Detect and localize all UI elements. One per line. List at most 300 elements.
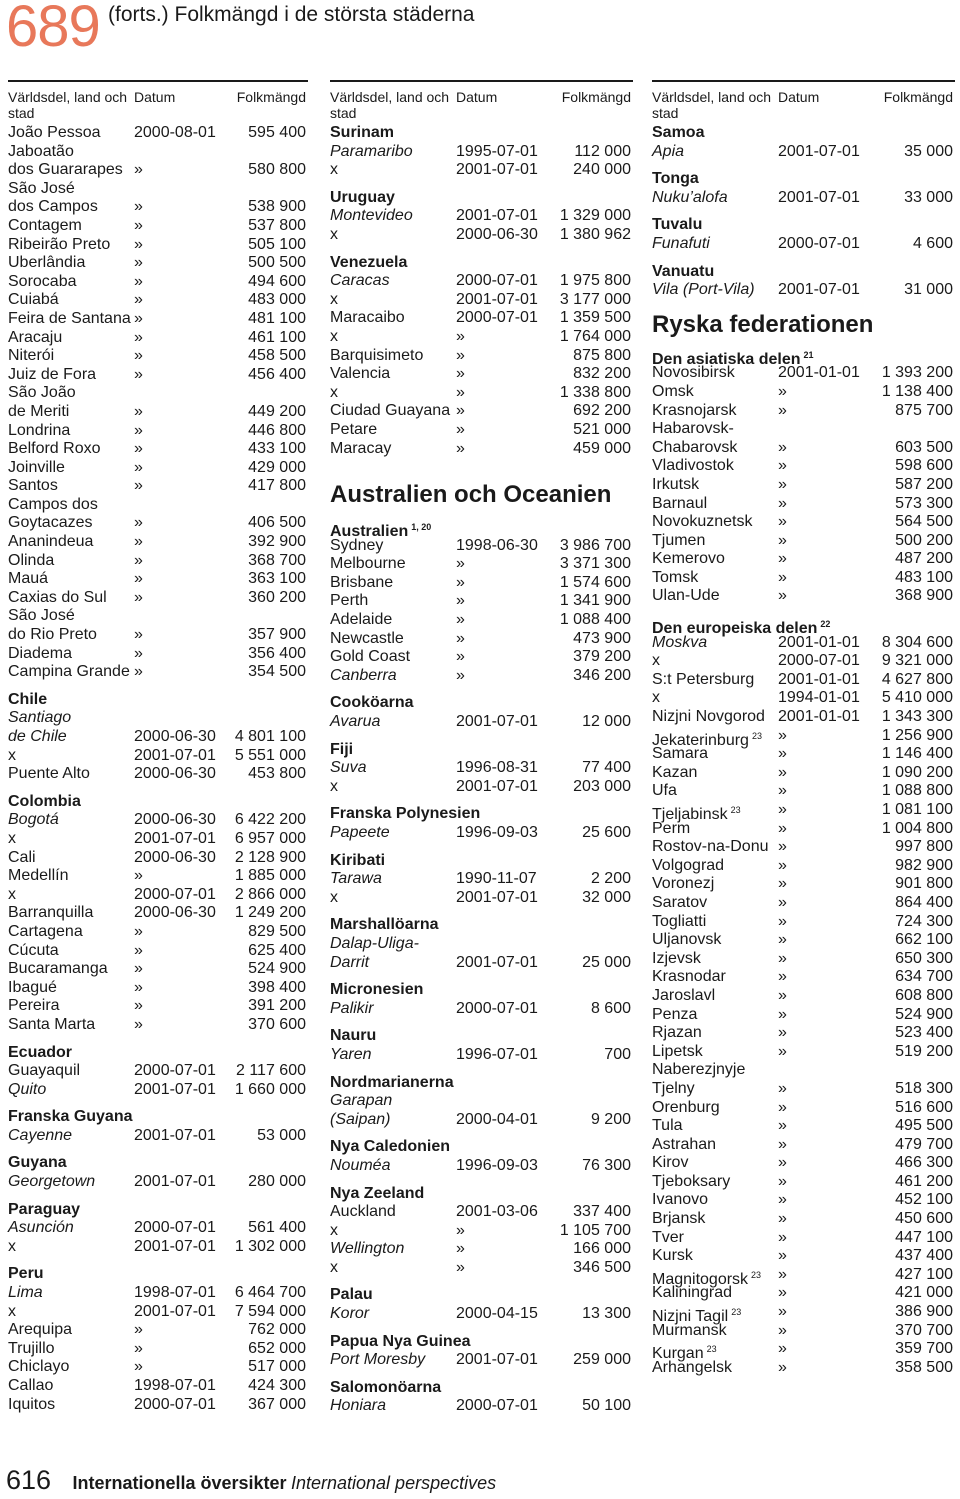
city-name (8, 273, 77, 292)
table-row (330, 1222, 633, 1241)
population-cell: 1 359 500 (559, 309, 631, 327)
country-name: Guyana (8, 1154, 67, 1172)
city-name (330, 1203, 396, 1222)
city-name (652, 1284, 732, 1303)
date-cell: 2001-07-01 (456, 713, 538, 731)
date-cell: 2000-07-01 (456, 272, 538, 290)
date-cell: 2000-07-01 (134, 1395, 216, 1413)
population-cell: 9 321 000 (881, 652, 953, 670)
population-cell: 495 500 (895, 1117, 953, 1135)
table-row (8, 570, 308, 589)
city-name (652, 1229, 684, 1248)
population-cell: 6 464 700 (234, 1284, 306, 1302)
date-cell: » (778, 382, 787, 400)
city-name-text: Pereira (8, 997, 60, 1015)
city-name (8, 198, 98, 217)
population-cell: 524 900 (895, 1005, 953, 1023)
city-name-text: Cayenne (8, 1126, 73, 1144)
date-cell: » (134, 941, 143, 959)
city-name-text: Dalap-Uliga- (330, 934, 419, 952)
population-cell: 494 600 (248, 272, 306, 290)
city-name (8, 997, 60, 1016)
city-name-text: Adelaide (330, 611, 393, 629)
date-cell: 2001-03-06 (456, 1203, 538, 1221)
city-name (330, 328, 338, 347)
table-row (652, 383, 955, 402)
footnote-ref: 23 (706, 1344, 717, 1355)
city-name (652, 838, 769, 857)
date-cell: » (134, 514, 143, 532)
city-name-text: Moskva (652, 633, 708, 651)
population-cell: 357 900 (248, 626, 306, 644)
date-cell: » (778, 1135, 787, 1153)
table-row (652, 1340, 955, 1363)
population-cell: 519 200 (895, 1042, 953, 1060)
population-cell: 1 249 200 (234, 904, 306, 922)
country-name: Nya Caledonien (330, 1138, 451, 1156)
table-row (8, 728, 308, 747)
city-name (8, 626, 97, 645)
date-cell: » (456, 365, 465, 383)
city-name (652, 383, 694, 402)
city-name (652, 1359, 732, 1378)
date-cell: 2001-01-01 (778, 633, 860, 651)
city-name (652, 968, 726, 987)
population-cell: 1 660 000 (234, 1080, 306, 1098)
city-name (330, 1351, 425, 1370)
date-cell: » (456, 573, 465, 591)
city-name-text: Caxias do Sul (8, 588, 107, 606)
country-heading (8, 1108, 308, 1127)
city-name-text: Apia (652, 142, 685, 160)
table-row (652, 1136, 955, 1155)
city-name (652, 420, 734, 439)
population-cell: 363 100 (248, 570, 306, 588)
table-row (652, 1247, 955, 1266)
table-row (8, 923, 308, 942)
country-name: Peru (8, 1265, 44, 1283)
table-row (652, 634, 955, 653)
city-name (8, 310, 131, 329)
table-row (330, 207, 633, 226)
population-cell: 386 900 (895, 1303, 953, 1321)
date-cell: 2000-08-01 (134, 124, 216, 141)
date-cell: 2001-07-01 (456, 207, 538, 225)
date-cell: » (778, 513, 787, 531)
city-name-text: Sorocaba (8, 272, 77, 290)
table-row (652, 968, 955, 987)
population-cell: 1 343 300 (881, 708, 953, 726)
table-row (8, 1062, 308, 1081)
date-cell: » (134, 272, 143, 290)
city-name (652, 513, 753, 532)
city-name (652, 364, 735, 383)
population-cell: 1 081 100 (881, 801, 953, 818)
city-name-text: x (8, 746, 16, 764)
city-name (330, 648, 410, 667)
population-cell: 346 200 (573, 666, 631, 684)
population-cell: 433 100 (248, 440, 306, 458)
city-name (330, 365, 390, 384)
date-cell: 1995-07-01 (456, 142, 538, 160)
population-cell: 7 594 000 (234, 1302, 306, 1320)
table-row (8, 645, 308, 664)
city-name (652, 764, 697, 783)
footnote-ref: 23 (751, 730, 762, 741)
city-name-text: Jaboatão (8, 142, 74, 160)
country-name: Paraguay (8, 1200, 81, 1218)
date-cell: 2000-06-30 (134, 904, 216, 922)
population-cell: 1 338 800 (559, 383, 631, 401)
city-name (8, 1173, 95, 1192)
city-name-text: Callao (8, 1377, 54, 1394)
city-name-text: Funafuti (652, 234, 710, 252)
date-cell: 1994-01-01 (778, 689, 860, 707)
city-name (8, 552, 54, 571)
city-name (330, 954, 369, 973)
city-name-text: Kirov (652, 1154, 689, 1172)
population-cell: 456 400 (248, 365, 306, 383)
city-name (8, 366, 96, 385)
country-name: Micronesien (330, 981, 424, 999)
date-cell: 2000-07-01 (134, 1219, 216, 1237)
city-name-text: Voronezj (652, 875, 715, 893)
population-cell: 367 000 (248, 1395, 306, 1413)
city-name-text: Tarawa (330, 870, 382, 888)
city-name-text: Gold Coast (330, 648, 411, 666)
date-cell: 2001-07-01 (456, 888, 538, 906)
country-name: Cooköarna (330, 694, 414, 712)
city-name (652, 987, 715, 1006)
country-name: Samoa (652, 124, 705, 141)
population-cell: 1 004 800 (881, 819, 953, 837)
city-name (330, 1092, 392, 1111)
country-heading (330, 805, 633, 824)
city-name (330, 1157, 390, 1176)
date-cell: » (778, 1191, 787, 1209)
date-cell: » (134, 198, 143, 216)
date-cell: » (778, 401, 787, 419)
table-row (330, 226, 633, 245)
date-cell: » (456, 592, 465, 610)
table-row (652, 726, 955, 749)
city-name (8, 422, 70, 441)
table-row (652, 1006, 955, 1025)
date-cell: » (134, 978, 143, 996)
city-name (652, 1006, 697, 1025)
city-name (652, 495, 707, 514)
city-name (8, 979, 57, 998)
city-name-text: Canberra (330, 666, 397, 684)
city-name (330, 1397, 386, 1416)
city-name (8, 1016, 95, 1035)
date-cell: 1998-06-30 (456, 536, 538, 554)
population-cell: 453 800 (248, 765, 306, 783)
city-name (652, 1024, 702, 1043)
table-row (8, 403, 308, 422)
city-name-text: Campina Grande (8, 663, 130, 681)
date-cell: » (456, 420, 465, 438)
city-name (8, 1321, 72, 1340)
city-name-text: Diadema (8, 644, 73, 662)
population-cell: 483 100 (895, 568, 953, 586)
table-row (8, 124, 308, 143)
population-cell: 13 300 (582, 1305, 631, 1323)
population-cell: 6 422 200 (234, 811, 306, 829)
city-name (8, 709, 71, 728)
city-name (330, 1305, 369, 1324)
population-cell: 1 256 900 (881, 726, 953, 744)
table-row (8, 1303, 308, 1322)
date-cell: 1996-08-31 (456, 759, 538, 777)
city-name (8, 923, 83, 942)
city-name (8, 747, 16, 766)
city-name (8, 217, 82, 236)
date-cell: 2001-07-01 (134, 1080, 216, 1098)
city-name-text: Chabarovsk (652, 438, 738, 456)
footnote-ref: 23 (751, 1269, 762, 1280)
table-row (8, 626, 308, 645)
country-heading (330, 916, 633, 935)
date-cell: » (778, 912, 787, 930)
city-name (652, 671, 754, 690)
city-name (652, 532, 705, 551)
population-cell: 2 128 900 (234, 848, 306, 866)
population-cell: 8 600 (590, 999, 631, 1017)
footnote-ref: 23 (730, 805, 741, 815)
city-name (330, 1259, 338, 1278)
region-heading: Australien och Oceanien (330, 481, 612, 509)
population-cell: 449 200 (248, 402, 306, 420)
table-row (652, 569, 955, 588)
table-row (8, 904, 308, 923)
date-cell: 2000-06-30 (456, 225, 538, 243)
city-name (652, 235, 710, 254)
city-name-text: Goytacazes (8, 514, 93, 532)
city-name (8, 1062, 80, 1081)
column-header (652, 80, 955, 124)
city-name-text: de Chile (8, 728, 67, 745)
population-cell: 1 088 400 (559, 611, 631, 629)
city-name-text: x (330, 327, 338, 345)
population-cell: 461 200 (895, 1172, 953, 1190)
table-row (8, 811, 308, 830)
country-name: Marshallöarna (330, 916, 439, 934)
city-name-text: x (330, 888, 338, 906)
city-name-text: Palikir (330, 999, 374, 1017)
city-name (652, 1247, 693, 1266)
city-name (330, 592, 368, 611)
city-name (652, 1136, 716, 1155)
city-name (330, 778, 338, 797)
city-name (652, 745, 708, 764)
population-cell: 875 700 (895, 401, 953, 419)
date-cell: » (134, 663, 143, 681)
population-cell: 25 600 (582, 824, 631, 841)
population-cell: 603 500 (895, 438, 953, 456)
country-name: Australien (330, 523, 409, 541)
date-cell: 2001-07-01 (134, 1237, 216, 1255)
city-name-text: Georgetown (8, 1173, 96, 1191)
city-name-text: Bucaramanga (8, 960, 108, 978)
city-name-text: Barnaul (652, 494, 708, 512)
date-cell: 2001-07-01 (778, 142, 860, 160)
city-name (330, 713, 380, 732)
table-row (652, 838, 955, 857)
date-cell: 2000-06-30 (134, 765, 216, 783)
city-name-text: Vladivostok (652, 457, 734, 475)
footer-title-sv: Internationella översikter (72, 1473, 287, 1493)
table-row (652, 1043, 955, 1062)
population-cell: 421 000 (895, 1284, 953, 1302)
table-row (330, 384, 633, 403)
table-row (8, 886, 308, 905)
city-name (330, 630, 404, 649)
population-cell: 35 000 (904, 142, 953, 160)
table-row (330, 592, 633, 611)
population-cell: 3 371 300 (559, 555, 631, 573)
table-row (330, 1046, 633, 1065)
city-name (8, 570, 48, 589)
population-cell: 32 000 (582, 888, 631, 906)
population-cell: 500 500 (248, 254, 306, 272)
city-name (652, 931, 721, 950)
city-name (8, 1081, 46, 1100)
country-heading (330, 254, 633, 273)
date-cell: 2001-01-01 (778, 364, 860, 382)
city-name-text: Feira de Santana (8, 309, 131, 327)
population-cell: 1 105 700 (559, 1221, 631, 1239)
population-cell: 12 000 (582, 713, 631, 731)
date-cell: 2001-07-01 (778, 188, 860, 206)
population-cell: 487 200 (895, 550, 953, 568)
city-name (8, 124, 101, 143)
date-cell: » (134, 1015, 143, 1033)
city-name (652, 1191, 708, 1210)
country-heading (330, 1185, 633, 1204)
footer-title-en: International perspectives (290, 1473, 497, 1493)
city-name-text: Ivanovo (652, 1191, 709, 1209)
table-row (8, 347, 308, 366)
table-row (8, 1219, 308, 1238)
table-row (652, 402, 955, 421)
table-row (652, 652, 955, 671)
city-name (652, 457, 734, 476)
city-name-text: Newcastle (330, 629, 404, 647)
table-row (652, 987, 955, 1006)
table-row (8, 849, 308, 868)
city-name-text: Nouméa (330, 1156, 391, 1174)
table-row (8, 422, 308, 441)
city-name-text: Ribeirão Preto (8, 235, 111, 253)
city-name (330, 402, 450, 421)
population-cell: 1 574 600 (559, 573, 631, 591)
date-cell: » (778, 457, 787, 475)
table-row (8, 180, 308, 199)
population-cell: 346 500 (573, 1258, 631, 1276)
city-name (8, 254, 85, 273)
city-name (652, 143, 684, 162)
population-cell: 450 600 (895, 1210, 953, 1228)
table-row (652, 587, 955, 606)
date-cell: » (778, 1358, 787, 1376)
table-row (652, 745, 955, 764)
country-name: Salomonöarna (330, 1378, 442, 1396)
table-row (8, 747, 308, 766)
city-name (330, 555, 406, 574)
date-cell: 2000-07-01 (778, 652, 860, 670)
date-cell: 1996-09-03 (456, 824, 538, 841)
date-cell: » (778, 550, 787, 568)
population-cell: 516 600 (895, 1098, 953, 1116)
city-name (8, 1377, 53, 1396)
date-cell: 2001-07-01 (134, 1302, 216, 1320)
country-name: Chile (8, 690, 48, 708)
table-row (330, 440, 633, 459)
population-cell: 391 200 (248, 997, 306, 1015)
table-row (652, 950, 955, 969)
table-row (330, 1092, 633, 1111)
table-row (330, 1111, 633, 1130)
table-row (330, 648, 633, 667)
city-name (8, 589, 107, 608)
city-name-text: Santos (8, 477, 58, 495)
city-name (330, 309, 405, 328)
population-cell: 356 400 (248, 644, 306, 662)
country-name: Den asiatiska delen (652, 350, 801, 368)
city-name (8, 291, 59, 310)
date-cell: » (778, 1265, 787, 1283)
city-name-text: dos Guararapes (8, 161, 123, 179)
date-cell: 2001-07-01 (134, 1173, 216, 1191)
city-name-text: São João (8, 384, 76, 402)
city-name (652, 476, 699, 495)
table-row (652, 235, 955, 254)
country-heading (330, 981, 633, 1000)
date-cell: » (778, 1228, 787, 1246)
city-name-text: Bogotá (8, 811, 59, 829)
population-cell: 724 300 (895, 912, 953, 930)
header-population: Folkmängd (236, 89, 306, 105)
date-cell: » (134, 421, 143, 439)
city-name-text: Vila (Port-Vila) (652, 281, 755, 299)
city-name (8, 533, 93, 552)
date-cell: » (778, 1172, 787, 1190)
city-name (330, 440, 391, 459)
date-cell: » (778, 726, 787, 744)
table-row (652, 875, 955, 894)
city-name-text: Nuku’alofa (652, 188, 728, 206)
city-name (652, 689, 660, 708)
population-cell: 595 400 (248, 124, 306, 141)
city-name (330, 1240, 404, 1259)
population-cell: 875 800 (573, 346, 631, 364)
country-heading (8, 1154, 308, 1173)
date-cell: » (778, 475, 787, 493)
date-cell: » (456, 1258, 465, 1276)
table-column-3 (652, 80, 955, 1377)
date-cell: » (456, 402, 465, 420)
population-cell: 652 000 (248, 1339, 306, 1357)
table-row (652, 913, 955, 932)
city-name-text: Aracaju (8, 328, 63, 346)
population-cell: 3 986 700 (559, 536, 631, 554)
city-name (652, 1154, 688, 1173)
population-cell: 4 600 (912, 234, 953, 252)
city-name (8, 663, 130, 682)
city-name (8, 886, 16, 905)
population-cell: 1 885 000 (234, 867, 306, 885)
